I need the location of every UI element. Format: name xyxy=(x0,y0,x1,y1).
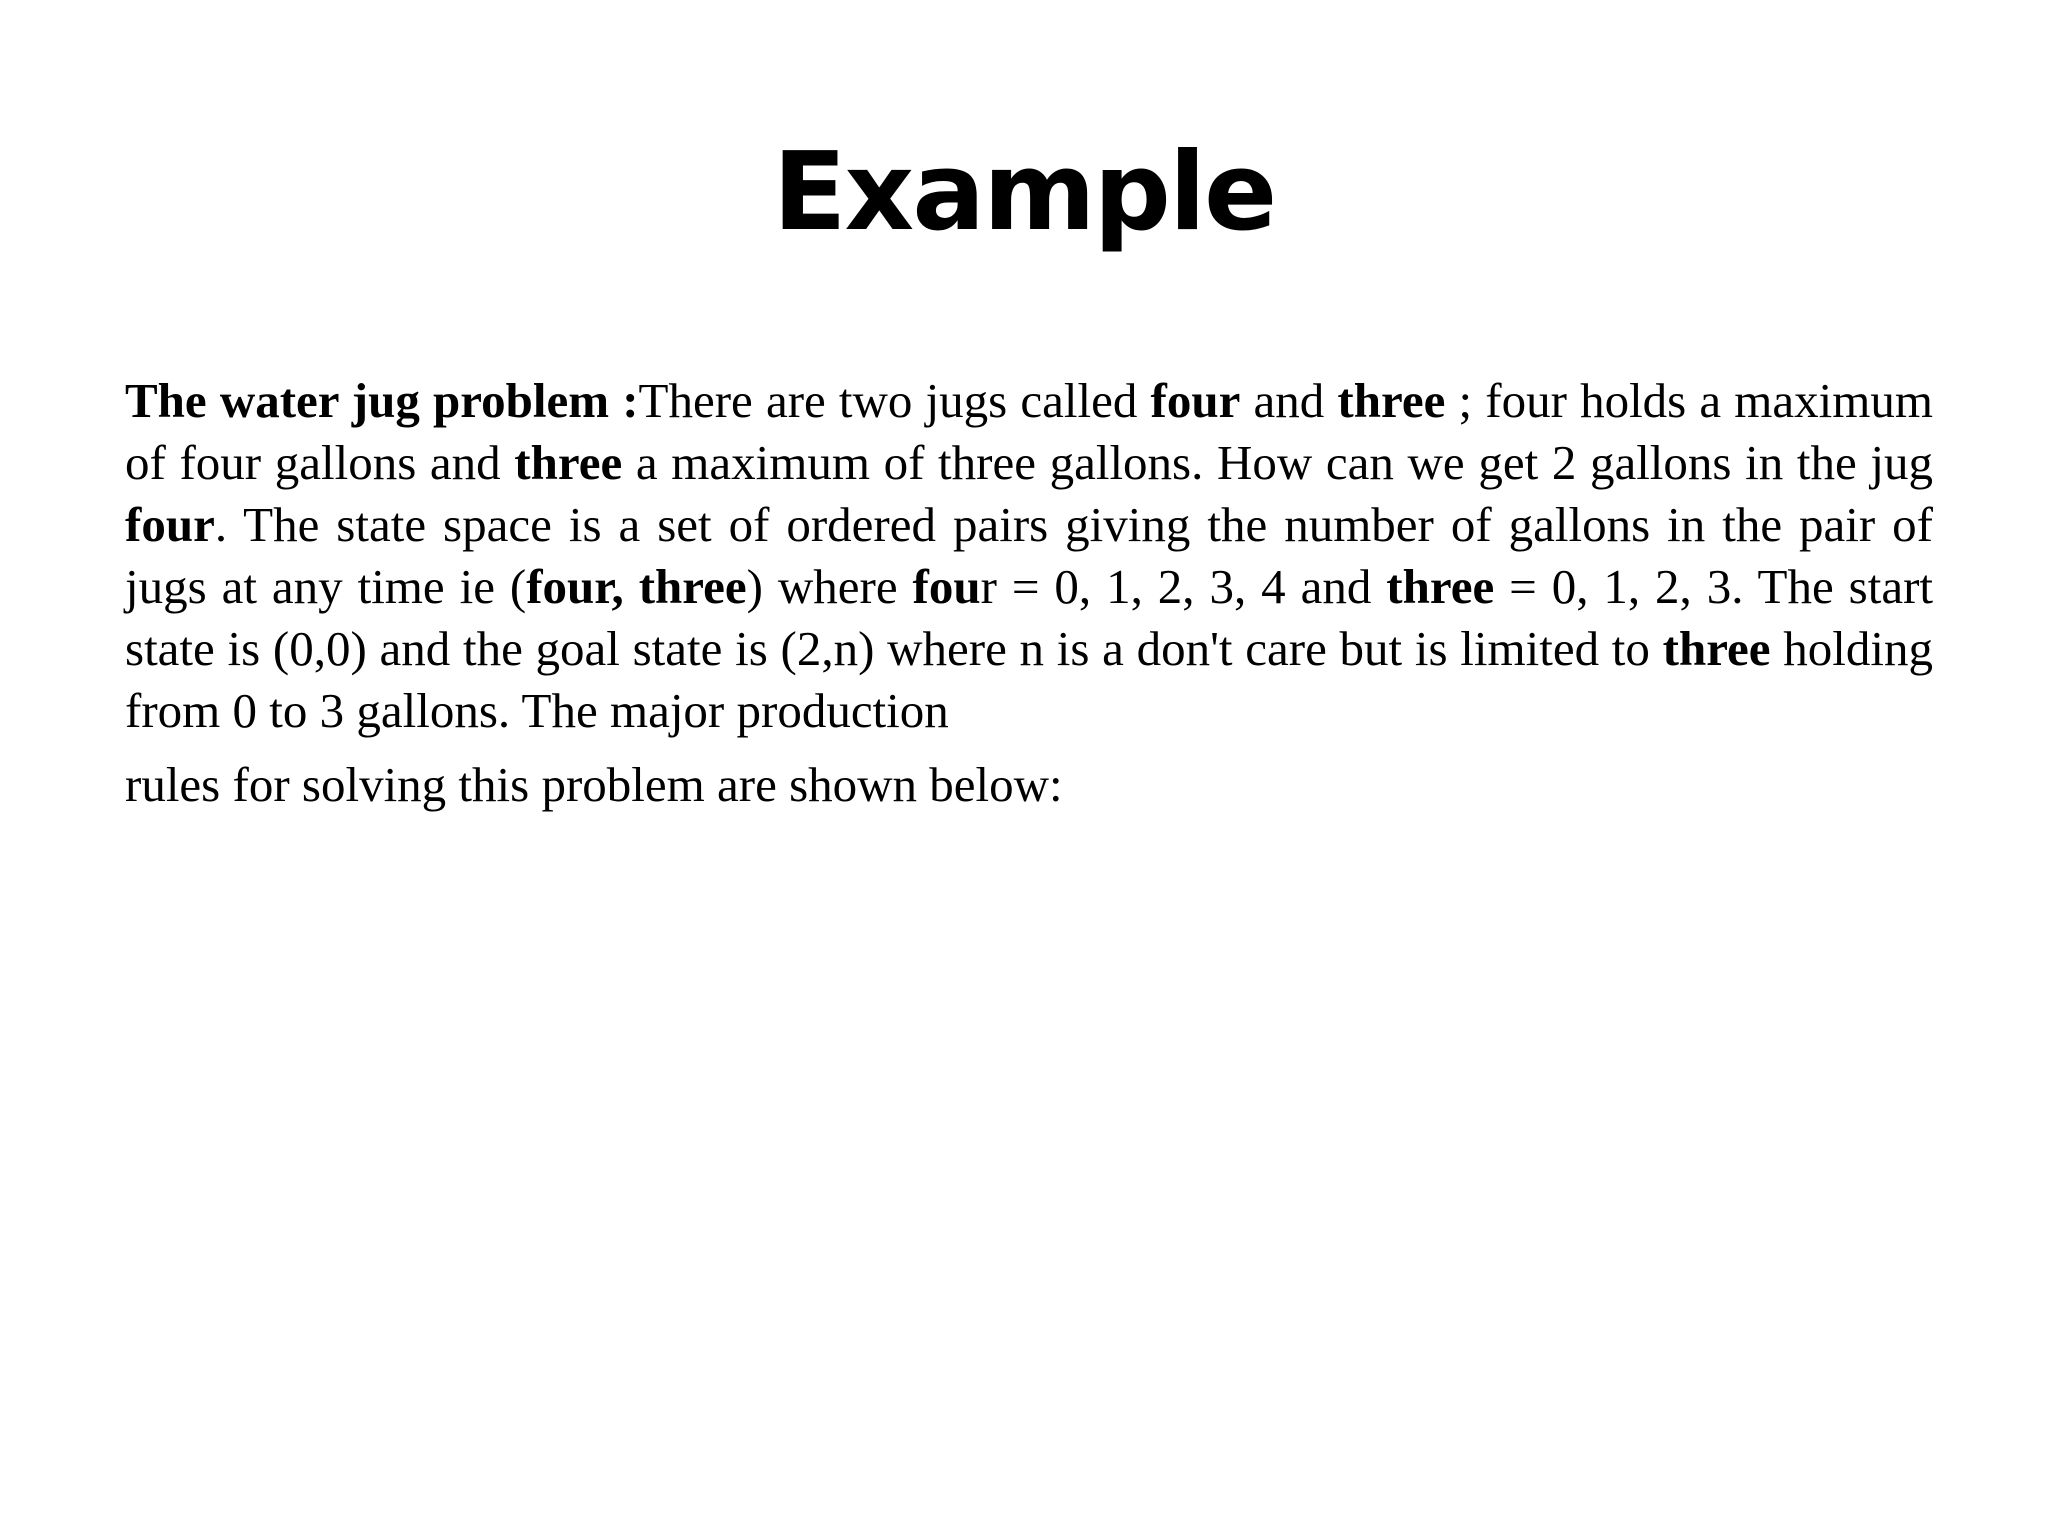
slide-title: Example xyxy=(772,130,1276,255)
closing-line: rules for solving this problem are shown below: xyxy=(125,757,1063,812)
term-four-partial: fou xyxy=(912,559,981,614)
text-run: . The state space is a set of ordered pairs giving the number of gallons in the pair of jugs at any time ie ( xyxy=(125,497,1933,614)
term-four: four xyxy=(125,497,215,552)
text-run: = 0, 1, 2, 3. The start state is (0,0) and the goal state is (2,n) where n is a don't care but is limited to xyxy=(125,559,1933,676)
text-run: a maximum of three gallons. How can we get 2 gallons in the jug xyxy=(622,435,1933,490)
text-run: holding from 0 to 3 gallons. The major production xyxy=(125,621,1934,738)
problem-name: The water jug problem : xyxy=(125,373,639,428)
problem-paragraph xyxy=(125,370,1933,742)
text-run: and xyxy=(1240,373,1338,428)
term-pair: four, three xyxy=(526,559,747,614)
term-three: three xyxy=(1662,621,1771,676)
term-three: three xyxy=(1386,559,1495,614)
text-run: ; four holds a maximum of four gallons and xyxy=(125,373,1934,490)
text-run: r = 0, 1, 2, 3, 4 and xyxy=(980,559,1387,614)
text-run: ) where xyxy=(746,559,913,614)
term-four: four xyxy=(1150,373,1241,428)
term-three: three xyxy=(1337,373,1446,428)
text-run: There are two jugs called xyxy=(638,373,1151,428)
term-three: three xyxy=(514,435,623,490)
